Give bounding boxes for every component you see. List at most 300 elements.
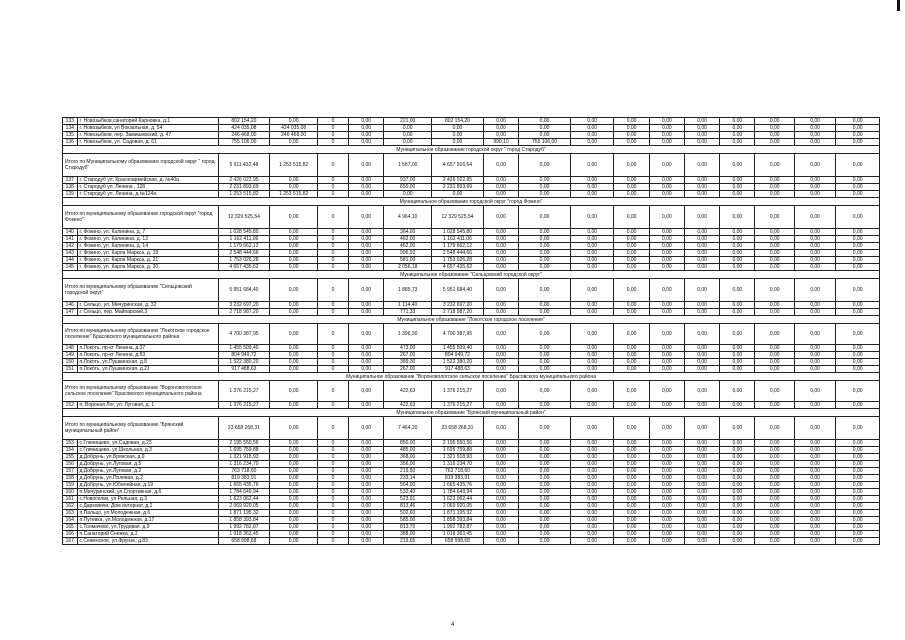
value-cell: 1 871 195,32	[218, 510, 270, 517]
row-number: 158	[63, 475, 78, 482]
subtotal-cell: 0,00	[349, 206, 384, 229]
row-number: 133	[63, 118, 78, 125]
row-number: 142	[63, 243, 78, 250]
value-cell: 0,00	[794, 496, 835, 503]
value-cell: 0,00	[755, 257, 794, 264]
subtotal-cell: 0,00	[519, 324, 571, 345]
value-cell: 0,00	[649, 229, 684, 236]
value-cell: 0,00	[270, 302, 318, 309]
value-cell: 0,00	[349, 125, 384, 132]
value-cell: 0	[318, 352, 349, 359]
table-row	[63, 177, 880, 184]
address-cell: г. Сельцо, пер. Майпарский,3	[77, 309, 218, 316]
value-cell: 3 232 697,20	[218, 302, 270, 309]
value-cell: 0,00	[720, 538, 755, 545]
value-cell: 0,00	[384, 132, 432, 139]
value-cell: 0,00	[519, 475, 571, 482]
value-cell: 0,00	[720, 243, 755, 250]
value-cell: 0,00	[755, 517, 794, 524]
table-row	[63, 496, 880, 503]
address-cell: г. Фокино, ул. Калинина, д. 14	[77, 243, 218, 250]
subtotal-row	[63, 417, 880, 440]
value-cell: 0,00	[570, 118, 614, 125]
value-cell: 0,00	[755, 177, 794, 184]
subtotal-cell: 0,00	[720, 154, 755, 177]
value-cell: 0,00	[720, 118, 755, 125]
value-cell: 0,00	[349, 191, 384, 198]
value-cell: 2 231 893,69	[218, 184, 270, 191]
value-cell: 0,00	[519, 359, 571, 366]
value-cell: 0,00	[794, 503, 835, 510]
subtotal-cell: 0,00	[483, 417, 518, 440]
value-cell: 0	[318, 489, 349, 496]
value-cell: 0,00	[836, 345, 880, 352]
address-cell: г. Новозыбков,санаторий Карновка, д.1	[77, 118, 218, 125]
value-cell: 0,00	[270, 177, 318, 184]
subtotal-label: Итого по Муниципальному образованию городской округ " город Стародуб"	[63, 154, 219, 177]
value-cell: 0,00	[755, 352, 794, 359]
value-cell: 0	[318, 524, 349, 531]
value-cell: 564,00	[384, 482, 432, 489]
value-cell: 990,10	[483, 139, 518, 146]
value-cell: 1 695 759,88	[432, 447, 484, 454]
value-cell: 0,00	[483, 250, 518, 257]
value-cell: 0,00	[836, 482, 880, 489]
subtotal-cell: 0,00	[649, 206, 684, 229]
value-cell: 0,00	[755, 229, 794, 236]
value-cell: 0,00	[684, 538, 719, 545]
value-cell: 1 028 545,80	[432, 229, 484, 236]
value-cell: 763 718,60	[218, 468, 270, 475]
value-cell: 0,00	[836, 264, 880, 271]
value-cell: 0,00	[684, 191, 719, 198]
row-number: 164	[63, 517, 78, 524]
value-cell: 0,00	[483, 229, 518, 236]
value-cell: 0	[318, 440, 349, 447]
value-cell: 0,00	[349, 482, 384, 489]
subtotal-cell: 0,00	[483, 154, 518, 177]
value-cell: 0,00	[684, 510, 719, 517]
value-cell: 0,00	[720, 447, 755, 454]
value-cell: 0,00	[270, 524, 318, 531]
value-cell: 0,00	[349, 454, 384, 461]
value-cell: 0,00	[836, 454, 880, 461]
table-row	[63, 184, 880, 191]
value-cell: 0,00	[349, 264, 384, 271]
value-cell: 2 231 893,69	[432, 184, 484, 191]
table-row	[63, 503, 880, 510]
value-cell: 233,14	[384, 475, 432, 482]
row-number: 165	[63, 524, 78, 531]
subtotal-cell: 0	[318, 206, 349, 229]
subtotal-cell: 0,00	[755, 324, 794, 345]
value-cell: 0,00	[794, 118, 835, 125]
value-cell: 0	[318, 447, 349, 454]
subtotal-cell: 0,00	[794, 279, 835, 302]
value-cell: 0,00	[720, 517, 755, 524]
value-cell: 0,00	[720, 139, 755, 146]
subtotal-cell: 1 376 215,27	[432, 381, 484, 402]
value-cell: 0,00	[649, 264, 684, 271]
subtotal-cell: 12 329 525,54	[432, 206, 484, 229]
address-cell: д.Добрунь, ул.Луговая, д.2	[77, 468, 218, 475]
subtotal-cell: 0,00	[349, 279, 384, 302]
value-cell: 1 018 363,45	[218, 531, 270, 538]
value-cell: 0,00	[519, 454, 571, 461]
value-cell: 0,00	[836, 257, 880, 264]
value-cell: 0,00	[720, 461, 755, 468]
value-cell: 0,00	[755, 309, 794, 316]
value-cell: 0,00	[794, 352, 835, 359]
value-cell: 0,00	[836, 461, 880, 468]
row-number: 138	[63, 184, 78, 191]
value-cell: 0,00	[349, 461, 384, 468]
value-cell: 0,00	[519, 125, 571, 132]
subtotal-cell: 0,00	[755, 279, 794, 302]
subtotal-cell: 0,00	[649, 381, 684, 402]
value-cell: 0,00	[794, 454, 835, 461]
value-cell: 0,00	[755, 302, 794, 309]
value-cell: 0,00	[649, 440, 684, 447]
value-cell: 0	[318, 475, 349, 482]
value-cell: 0,00	[432, 132, 484, 139]
address-cell: с.Глинищево, ул.Садовая, д.23	[77, 440, 218, 447]
value-cell: 0,00	[614, 132, 649, 139]
value-cell: 0,00	[570, 302, 614, 309]
subtotal-cell: 422,63	[384, 381, 432, 402]
value-cell: 0,00	[570, 243, 614, 250]
value-cell: 0,00	[720, 302, 755, 309]
value-cell: 0,00	[519, 257, 571, 264]
value-cell: 0,00	[684, 461, 719, 468]
value-cell: 368,00	[384, 454, 432, 461]
subtotal-cell: 0,00	[483, 206, 518, 229]
section-title: Муниципальное образование "Локотское городское поселение"	[63, 316, 880, 324]
value-cell: 0,00	[836, 352, 880, 359]
address-cell: п. Вороная Лог, ул. Луговая, д. 1	[77, 402, 218, 409]
value-cell: 0,00	[519, 309, 571, 316]
value-cell: 0,00	[649, 250, 684, 257]
value-cell: 0,00	[720, 531, 755, 538]
subtotal-cell: 0,00	[483, 381, 518, 402]
value-cell: 0,00	[720, 440, 755, 447]
value-cell: 0	[318, 264, 349, 271]
row-number: 154	[63, 447, 78, 454]
value-cell: 0,00	[836, 191, 880, 198]
table-row	[63, 118, 880, 125]
row-number: 135	[63, 132, 78, 139]
value-cell: 0	[318, 118, 349, 125]
value-cell: 0,00	[349, 184, 384, 191]
value-cell: 0,00	[349, 229, 384, 236]
row-number: 152	[63, 402, 78, 409]
value-cell: 0	[318, 250, 349, 257]
subtotal-cell: 0,00	[483, 279, 518, 302]
address-cell: г. Фокино, ул. Карла Маркса, д. 19	[77, 250, 218, 257]
value-cell: 0,00	[684, 366, 719, 373]
value-cell: 0	[318, 402, 349, 409]
address-cell: г. Сельцо, ул. Мичуринская, д. 32	[77, 302, 218, 309]
subtotal-cell: 0	[318, 417, 349, 440]
value-cell: 0	[318, 236, 349, 243]
address-cell: д.Добрунь, ул.Юбилейная, д.19	[77, 482, 218, 489]
value-cell: 1 858 393,84	[432, 517, 484, 524]
address-cell: с.Новоселки, ул.Рельная, д.3	[77, 496, 218, 503]
value-cell: 0,00	[483, 309, 518, 316]
value-cell: 1 455 509,40	[218, 345, 270, 352]
subtotal-cell: 0,00	[614, 154, 649, 177]
value-cell: 0,00	[794, 538, 835, 545]
section-header-row	[63, 409, 880, 417]
value-cell: 0,00	[349, 366, 384, 373]
value-cell: 0,00	[755, 366, 794, 373]
value-cell: 0,00	[570, 184, 614, 191]
value-cell: 0	[318, 359, 349, 366]
table-row	[63, 461, 880, 468]
address-cell: г. Новозыбков, ул Вокзальная, д. 54	[77, 125, 218, 132]
value-cell: 0,00	[649, 345, 684, 352]
row-number: 161	[63, 496, 78, 503]
value-cell: 0,00	[349, 118, 384, 125]
subtotal-cell: 0,00	[836, 417, 880, 440]
subtotal-cell: 0,00	[684, 324, 719, 345]
value-cell: 0,00	[794, 510, 835, 517]
value-cell: 532,40	[384, 489, 432, 496]
value-cell: 0,00	[270, 309, 318, 316]
value-cell: 0,00	[794, 366, 835, 373]
address-cell: г. Фокино, ул. Карла Маркса, д. 21	[77, 257, 218, 264]
value-cell: 0,00	[519, 118, 571, 125]
value-cell: 0,00	[649, 461, 684, 468]
value-cell: 1 665 435,76	[432, 482, 484, 489]
value-cell: 2 718 987,20	[432, 309, 484, 316]
subtotal-cell: 0,00	[755, 417, 794, 440]
value-cell: 0,00	[349, 309, 384, 316]
address-cell: г. Фокино, ул. Калинина, д. 7	[77, 229, 218, 236]
value-cell: 0,00	[614, 359, 649, 366]
value-cell: 0,00	[755, 461, 794, 468]
value-cell: 0,00	[755, 538, 794, 545]
value-cell: 221,00	[384, 118, 432, 125]
subtotal-cell: 0	[318, 279, 349, 302]
table-body	[63, 118, 880, 545]
address-cell: п.Локоть, пр-кт Ленина, д.37	[77, 345, 218, 352]
value-cell: 0,00	[570, 177, 614, 184]
value-cell: 0,00	[349, 139, 384, 146]
value-cell: 0,00	[684, 250, 719, 257]
value-cell: 0,00	[270, 482, 318, 489]
value-cell: 0,00	[755, 243, 794, 250]
value-cell: 0,00	[720, 352, 755, 359]
value-cell: 0,00	[349, 468, 384, 475]
value-cell: 0,00	[483, 440, 518, 447]
value-cell: 0,00	[649, 177, 684, 184]
value-cell: 0	[318, 243, 349, 250]
value-cell: 0,00	[684, 496, 719, 503]
value-cell: 0,00	[649, 496, 684, 503]
table-row	[63, 454, 880, 461]
subtotal-cell: 7 464,20	[384, 417, 432, 440]
subtotal-cell: 0,00	[270, 324, 318, 345]
address-cell: п.Пальцо, ул.Молодежная, д.6	[77, 510, 218, 517]
value-cell: 0,00	[570, 475, 614, 482]
address-cell: г. Стародуб ул. Ленина , 128	[77, 184, 218, 191]
value-cell: 0	[318, 257, 349, 264]
value-cell: 0,00	[349, 447, 384, 454]
value-cell: 0,00	[570, 482, 614, 489]
value-cell: 0,00	[570, 139, 614, 146]
value-cell: 0,00	[684, 229, 719, 236]
value-cell: 0,00	[614, 489, 649, 496]
value-cell: 0,00	[614, 503, 649, 510]
value-cell: 0,00	[614, 177, 649, 184]
value-cell: 0,00	[349, 345, 384, 352]
row-number: 151	[63, 366, 78, 373]
value-cell: 2 548 444,66	[218, 250, 270, 257]
value-cell: 388,00	[384, 531, 432, 538]
subtotal-cell: 0,00	[349, 417, 384, 440]
value-cell: 813,70	[384, 524, 432, 531]
value-cell: 1 114,40	[384, 302, 432, 309]
table-row	[63, 264, 880, 271]
value-cell: 0,00	[614, 264, 649, 271]
value-cell: 1 623 062,44	[432, 496, 484, 503]
table-row	[63, 524, 880, 531]
section-title: Муниципальное образование "Сельцовский городской округ"	[63, 271, 880, 279]
value-cell: 0,00	[755, 402, 794, 409]
subtotal-cell: 0,00	[570, 417, 614, 440]
value-cell: 0,00	[614, 125, 649, 132]
value-cell: 0,00	[720, 184, 755, 191]
value-cell: 462,00	[384, 236, 432, 243]
value-cell: 0,00	[349, 132, 384, 139]
value-cell: 0,00	[614, 257, 649, 264]
value-cell: 850,00	[384, 440, 432, 447]
value-cell: 0,00	[483, 402, 518, 409]
subtotal-cell: 4 964,10	[384, 206, 432, 229]
value-cell: 0,00	[720, 229, 755, 236]
value-cell: 0,00	[483, 482, 518, 489]
subtotal-cell: 0,00	[684, 417, 719, 440]
value-cell: 0	[318, 191, 349, 198]
value-cell: 0,00	[836, 538, 880, 545]
value-cell: 0,00	[270, 243, 318, 250]
value-cell: 502,60	[384, 510, 432, 517]
value-cell: 0,00	[570, 447, 614, 454]
value-cell: 0,00	[270, 447, 318, 454]
subtotal-cell: 5 951 684,40	[432, 279, 484, 302]
value-cell: 996,92	[384, 250, 432, 257]
row-number: 147	[63, 309, 78, 316]
value-cell: 802 154,20	[218, 118, 270, 125]
value-cell: 0	[318, 309, 349, 316]
value-cell: 0,00	[483, 538, 518, 545]
table-row	[63, 191, 880, 198]
value-cell: 0,00	[270, 489, 318, 496]
value-cell: 422,63	[384, 402, 432, 409]
value-cell: 0,00	[794, 468, 835, 475]
value-cell: 1 753 026,28	[432, 257, 484, 264]
row-number: 140	[63, 229, 78, 236]
value-cell: 219,65	[384, 538, 432, 545]
value-cell: 0,00	[570, 191, 614, 198]
subtotal-cell: 0,00	[570, 381, 614, 402]
value-cell: 0,00	[614, 496, 649, 503]
value-cell: 1 992 782,87	[432, 524, 484, 531]
value-cell: 0,00	[270, 257, 318, 264]
value-cell: 1 179 662,12	[432, 243, 484, 250]
value-cell: 0,00	[483, 475, 518, 482]
value-cell: 0,00	[649, 191, 684, 198]
value-cell: 0,00	[720, 125, 755, 132]
value-cell: 0,00	[794, 402, 835, 409]
subtotal-cell: 1 396,30	[384, 324, 432, 345]
subtotal-cell: 0,00	[794, 154, 835, 177]
value-cell: 755 106,00	[218, 139, 270, 146]
row-number: 149	[63, 352, 78, 359]
value-cell: 0,00	[684, 257, 719, 264]
value-cell: 0,00	[755, 510, 794, 517]
value-cell: 0,00	[684, 177, 719, 184]
address-cell: п.Локоть, ул.Пушкинская, д.21	[77, 366, 218, 373]
value-cell: 3 232 697,20	[432, 302, 484, 309]
value-cell: 0,00	[519, 132, 571, 139]
row-number: 166	[63, 531, 78, 538]
value-cell: 0,00	[794, 524, 835, 531]
value-cell: 0,00	[649, 468, 684, 475]
value-cell: 658 998,68	[218, 538, 270, 545]
row-number: 163	[63, 510, 78, 517]
value-cell: 0,00	[570, 461, 614, 468]
subtotal-cell: 0,00	[614, 206, 649, 229]
value-cell: 0,00	[794, 236, 835, 243]
value-cell: 0	[318, 517, 349, 524]
value-cell: 0,00	[836, 531, 880, 538]
subtotal-row	[63, 279, 880, 302]
subtotal-cell: 0,00	[519, 417, 571, 440]
address-cell: г. Стародуб ул. Красноармейская, д. №40а	[77, 177, 218, 184]
value-cell: 0,00	[270, 345, 318, 352]
value-cell: 819 383,91	[432, 475, 484, 482]
value-cell: 0,00	[483, 524, 518, 531]
value-cell: 0,00	[755, 531, 794, 538]
value-cell: 0,00	[794, 139, 835, 146]
value-cell: 0,00	[649, 118, 684, 125]
value-cell: 917 488,63	[218, 366, 270, 373]
subtotal-cell: 0,00	[755, 154, 794, 177]
value-cell: 267,00	[384, 366, 432, 373]
subtotal-cell: 0,00	[720, 324, 755, 345]
value-cell: 0,00	[519, 531, 571, 538]
subtotal-cell: 0,00	[570, 154, 614, 177]
value-cell: 0,00	[614, 309, 649, 316]
value-cell: 0,00	[755, 503, 794, 510]
value-cell: 0,00	[270, 264, 318, 271]
value-cell: 0,00	[614, 454, 649, 461]
subtotal-cell: 0,00	[684, 206, 719, 229]
subtotal-cell: 1 376 215,27	[218, 381, 270, 402]
value-cell: 0,00	[349, 250, 384, 257]
subtotal-cell: 0,00	[614, 417, 649, 440]
subtotal-cell: 0,00	[649, 154, 684, 177]
value-cell: 0,00	[684, 139, 719, 146]
value-cell: 0,00	[483, 366, 518, 373]
value-cell: 804 949,72	[218, 352, 270, 359]
value-cell: 1 376 215,27	[218, 402, 270, 409]
subtotal-cell: 0,00	[349, 324, 384, 345]
value-cell: 0,00	[519, 229, 571, 236]
value-cell: 0,00	[614, 402, 649, 409]
